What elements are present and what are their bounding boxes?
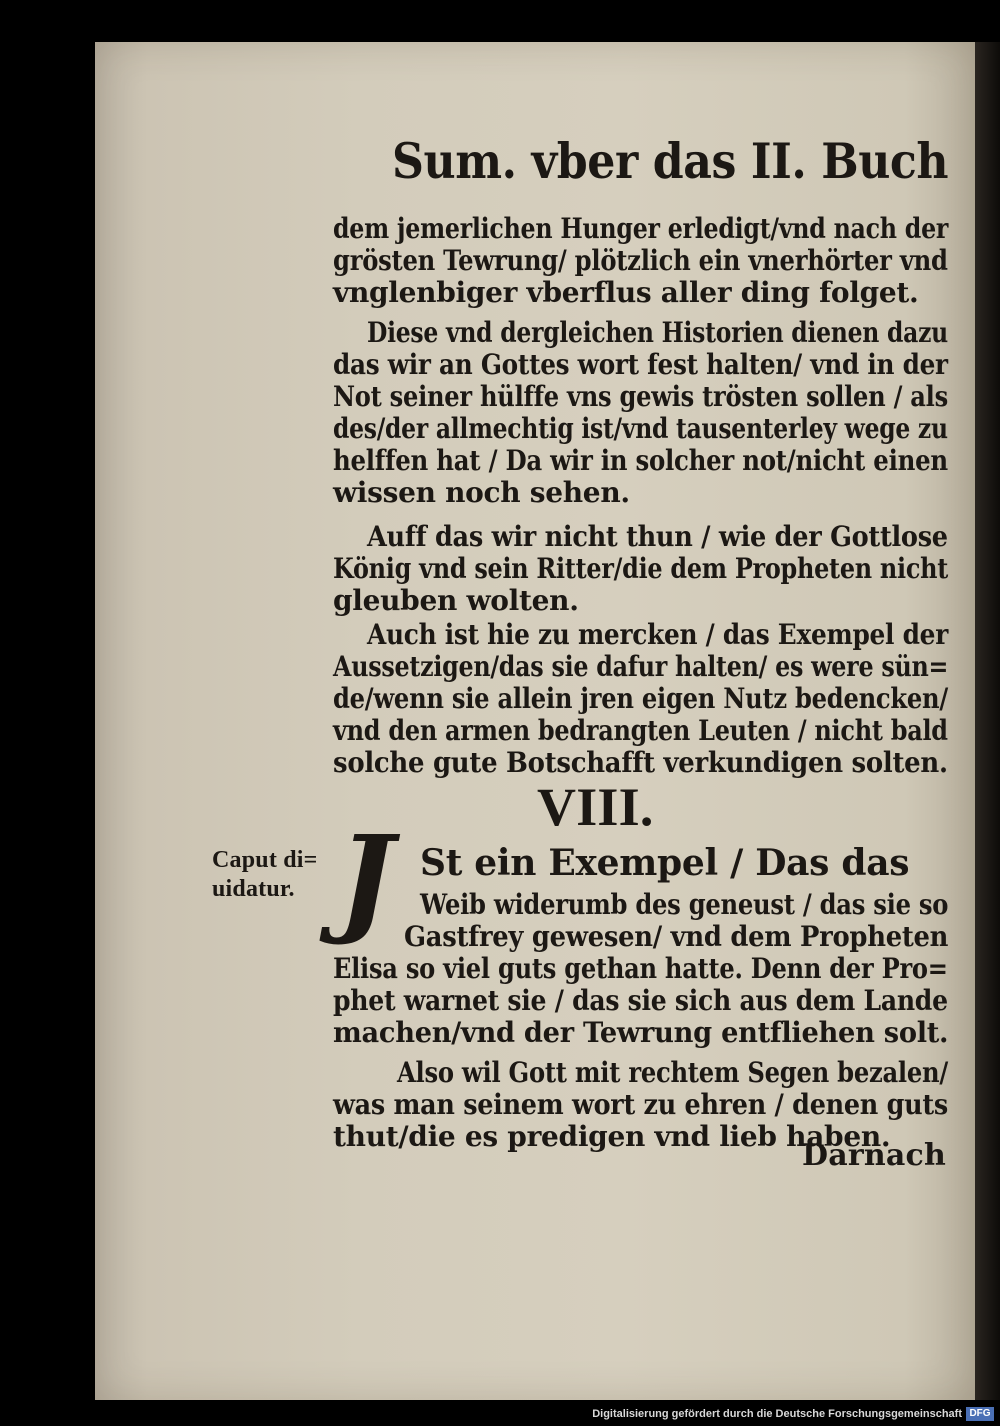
text-line: thut/die es predigen vnd lieb haben. xyxy=(333,1120,891,1153)
text-line: solche gute Botschafft verkundigen solten. xyxy=(333,746,948,779)
text-line: phet warnet sie / das sie sich aus dem Lande xyxy=(333,984,948,1017)
text-line: vnd den armen bedrangten Leuten / nicht bald xyxy=(333,714,948,747)
text-line: dem jemerlichen Hunger erledigt/vnd nach der xyxy=(333,212,949,245)
text-line: Not seiner hülffe vns gewis trösten sollen / als xyxy=(333,380,948,413)
text-line: Auch ist hie zu mercken / das Exempel der xyxy=(367,618,948,651)
text-line: des/der allmechtig ist/vnd tausenterley wege zu xyxy=(333,412,948,445)
binding-gutter xyxy=(975,42,1000,1400)
chapter-number: VIII. xyxy=(537,777,654,837)
text-line: de/wenn sie allein jren eigen Nutz bedencken/ xyxy=(333,682,948,715)
text-line: helffen hat / Da wir in solcher not/nicht einen xyxy=(333,444,948,477)
drop-initial: J xyxy=(338,809,395,948)
text-line: gleuben wolten. xyxy=(333,584,579,617)
text-line: Also wil Gott mit rechtem Segen bezalen/ xyxy=(397,1056,948,1089)
text-line: König vnd sein Ritter/die dem Propheten nicht xyxy=(333,552,949,585)
text-line: das wir an Gottes wort fest halten/ vnd in der xyxy=(333,348,948,381)
catchword: Darnach xyxy=(802,1138,946,1173)
text-line: Elisa so viel guts gethan hatte. Denn der Pro= xyxy=(333,952,948,985)
running-head: Sum. vber das II. Buch xyxy=(392,132,949,190)
text-line: St ein Exempel / Das das xyxy=(420,842,910,884)
text-line: vnglenbiger vberflus aller ding folget. xyxy=(333,276,919,309)
text-line: Weib widerumb des geneust / das sie so xyxy=(420,888,949,921)
text-line: Gastfrey gewesen/ vnd dem Propheten xyxy=(404,920,949,953)
text-line: grösten Tewrung/ plötzlich ein vnerhörter vnd xyxy=(333,244,948,277)
text-line: Diese vnd dergleichen Historien dienen dazu xyxy=(367,316,948,349)
dfg-logo: DFG xyxy=(966,1407,994,1421)
digitization-credit: Digitalisierung gefördert durch die Deutsche Forschungsgemeinschaft xyxy=(592,1408,962,1420)
text-line: Auff das wir nicht thun / wie der Gottlose xyxy=(367,520,948,553)
text-line: machen/vnd der Tewrung entfliehen solt. xyxy=(333,1016,949,1049)
text-line: wissen noch sehen. xyxy=(333,476,630,509)
text-line: Aussetzigen/das sie dafur halten/ es were sün= xyxy=(333,650,949,683)
text-line: was man seinem wort zu ehren / denen guts xyxy=(333,1088,948,1121)
margin-note: Caput di= uidatur. xyxy=(212,847,318,902)
